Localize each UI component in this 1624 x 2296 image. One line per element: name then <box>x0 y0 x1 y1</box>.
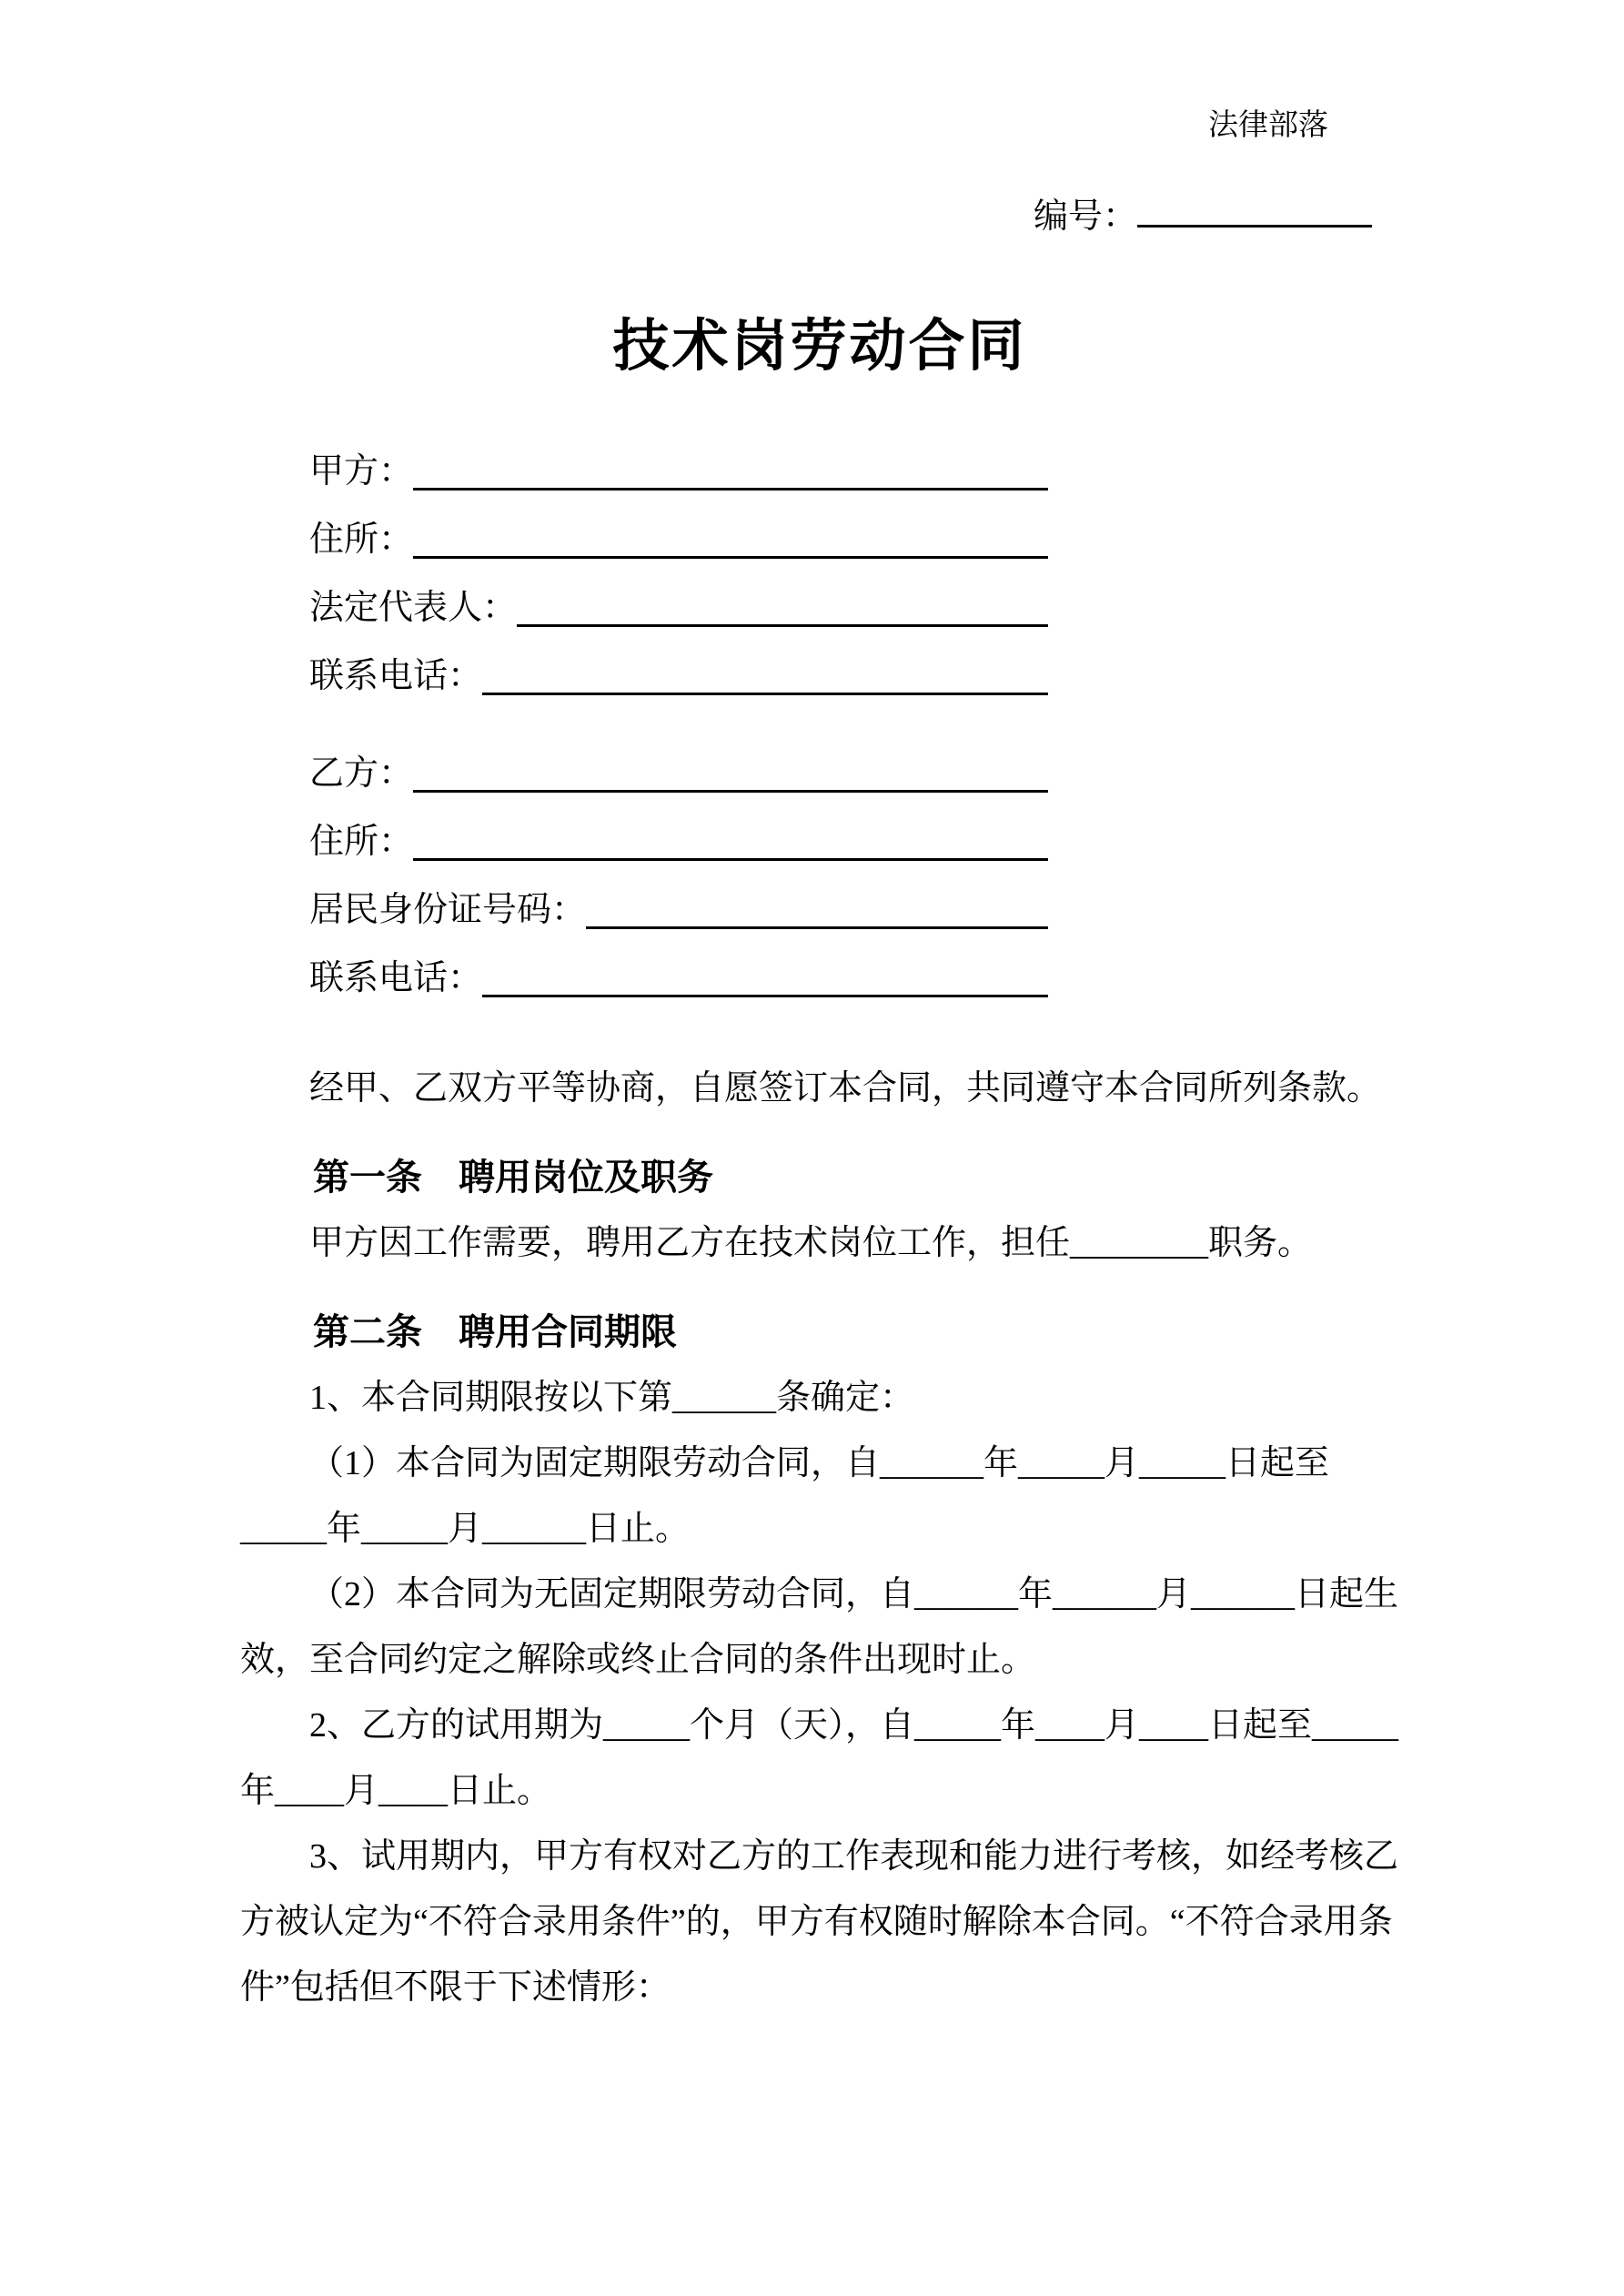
document-title: 技术岗劳动合同 <box>612 315 1027 378</box>
party-a-fields <box>309 433 1048 706</box>
field-row-party-a-legal-representative <box>309 570 1048 638</box>
party-a-address-blank-line <box>413 556 1048 559</box>
article-2-paragraph-4: 2、乙方的试用期为_____个月（天），自_____年____月____日起至_____年____月____日止。 <box>240 1706 1399 1810</box>
party-a-phone-blank-line <box>482 693 1048 695</box>
party-b-name-label: 乙方： <box>309 754 414 793</box>
article-2-paragraph-3: （2）本合同为无固定期限劳动合同，自______年______月______日起生效，至合同约定之解除或终止合同的条件出现时止。 <box>240 1575 1399 1679</box>
party-a-address-label: 住所： <box>309 521 414 559</box>
article-2-paragraph-2: （1）本合同为固定期限劳动合同，自______年_____月_____日起至_____年_____月______日止。 <box>240 1444 1330 1548</box>
party-b-id-number-label: 居民身份证号码： <box>309 891 587 929</box>
intro-paragraph: 经甲、乙双方平等协商，自愿签订本合同，共同遵守本合同所列条款。 <box>309 1069 1382 1108</box>
serial-number-blank-line <box>1137 191 1372 228</box>
article-1-paragraph: 甲方因工作需要，聘用乙方在技术岗位工作，担任________职务。 <box>309 1224 1313 1262</box>
party-a-legal-representative-blank-line <box>517 624 1048 627</box>
site-watermark: 法律部落 <box>1208 109 1328 142</box>
party-a-legal-representative-label: 法定代表人： <box>309 589 518 627</box>
party-b-address-blank-line <box>413 858 1048 861</box>
field-row-party-b-address <box>309 804 1048 872</box>
field-row-party-b-phone <box>309 940 1048 1008</box>
party-a-name-label: 甲方： <box>309 452 414 491</box>
field-row-party-b-name <box>309 735 1048 804</box>
party-b-phone-label: 联系电话： <box>309 959 483 997</box>
article-1-heading: 第一条 聘用岗位及职务 <box>313 1158 713 1198</box>
party-b-id-number-blank-line <box>586 926 1048 929</box>
field-row-party-a-address <box>309 501 1048 570</box>
field-row-party-a-name <box>309 433 1048 501</box>
party-b-phone-blank-line <box>482 995 1048 997</box>
party-b-name-blank-line <box>413 790 1048 793</box>
party-b-fields <box>309 735 1048 1008</box>
article-2-heading: 第二条 聘用合同期限 <box>313 1312 677 1352</box>
serial-number-label: 编号： <box>1033 197 1137 236</box>
field-row-party-a-phone <box>309 638 1048 706</box>
serial-number-row <box>240 191 1399 240</box>
article-2-paragraph-5: 3、试用期内，甲方有权对乙方的工作表现和能力进行考核，如经考核乙方被认定为“不符合录用条件”的，甲方有权随时解除本合同。“不符合录用条件”包括但不限于下述情形： <box>240 1837 1399 2007</box>
article-2-paragraph-1: 1、本合同期限按以下第______条确定： <box>309 1379 915 1417</box>
party-b-address-label: 住所： <box>309 823 414 861</box>
party-a-phone-label: 联系电话： <box>309 657 483 695</box>
field-row-party-b-id-number <box>309 872 1048 940</box>
party-a-name-blank-line <box>413 488 1048 491</box>
